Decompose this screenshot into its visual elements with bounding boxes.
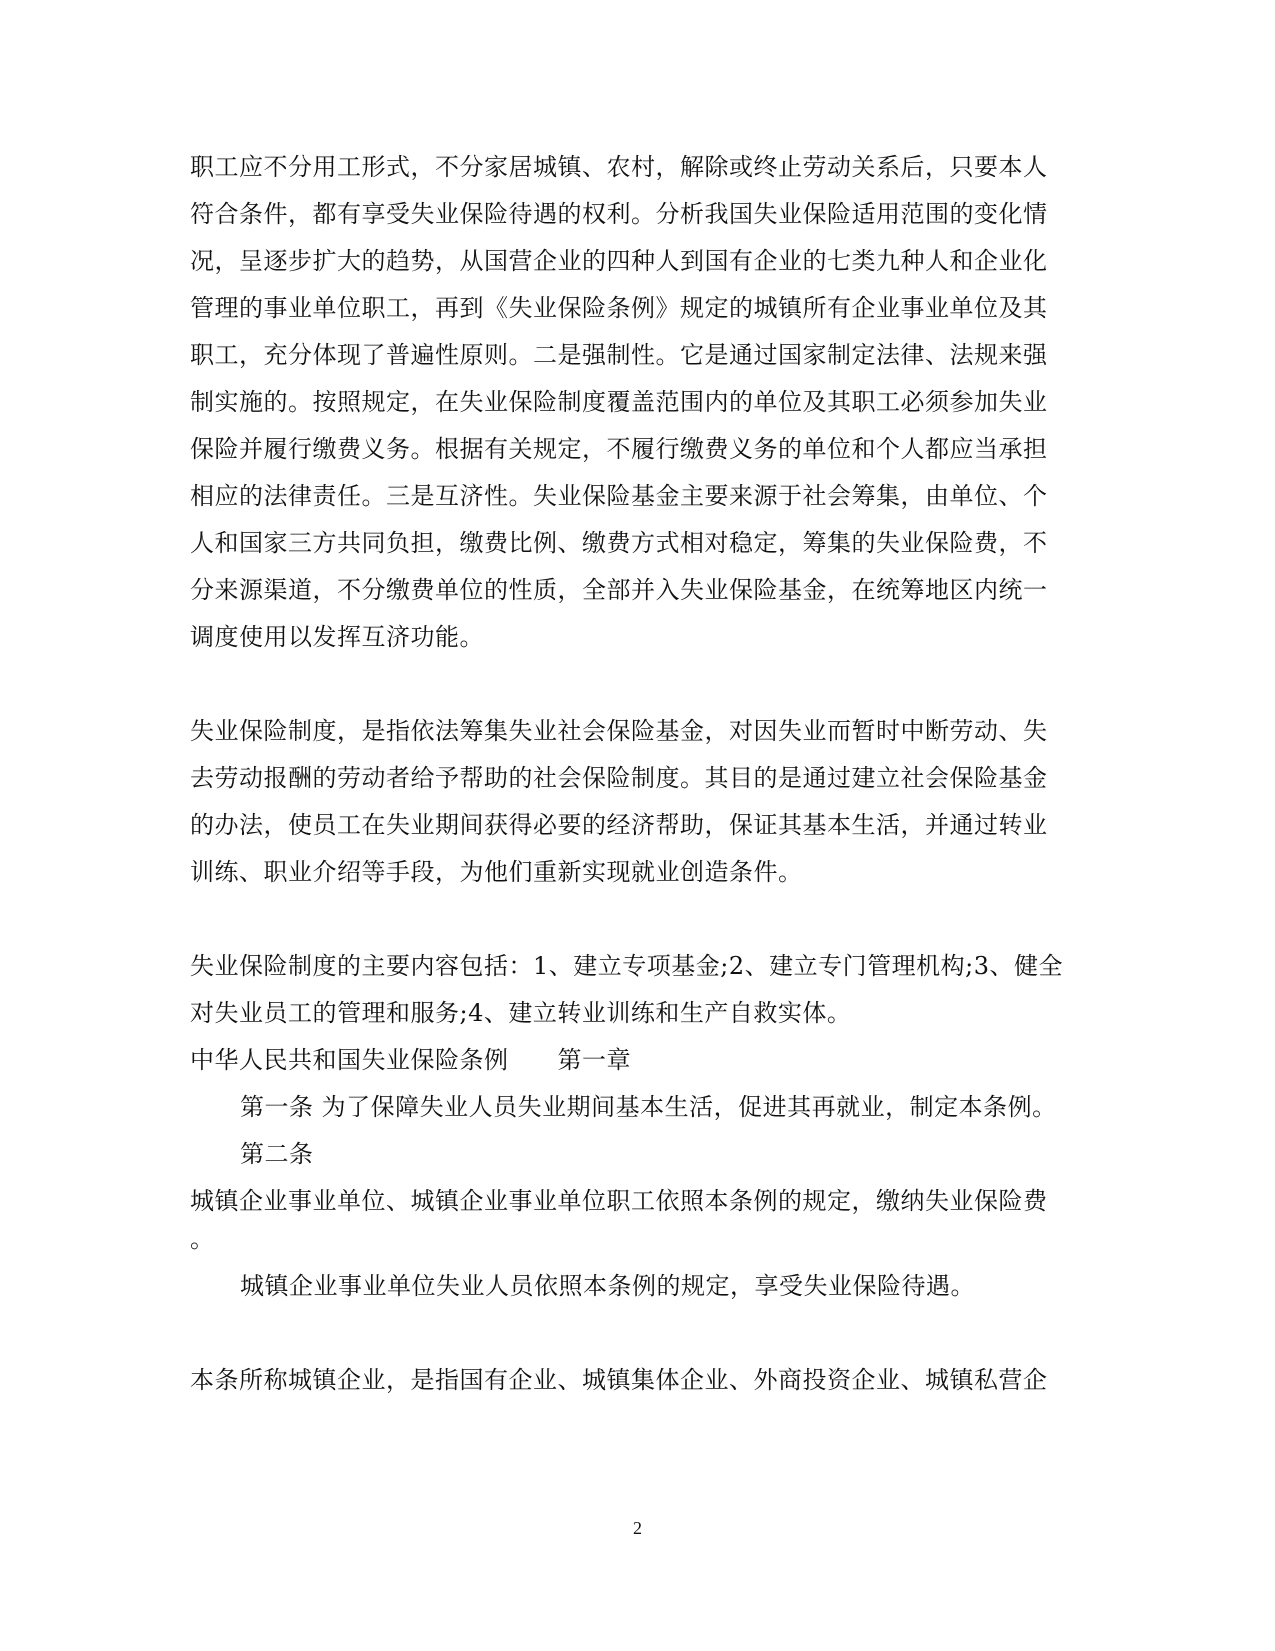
paragraph-line: 符合条件，都有享受失业保险待遇的权利。分析我国失业保险适用范围的变化情: [190, 200, 1048, 228]
paragraph-line: 人和国家三方共同负担，缴费比例、缴费方式相对稳定，筹集的失业保险费，不: [190, 529, 1048, 557]
paragraph-line: 训练、职业介绍等手段，为他们重新实现就业创造条件。: [190, 858, 803, 886]
page-number: 2: [633, 1518, 642, 1538]
paragraph-line: 制实施的。按照规定，在失业保险制度覆盖范围内的单位及其职工必须参加失业: [190, 388, 1048, 416]
paragraph-line: 保险并履行缴费义务。根据有关规定，不履行缴费义务的单位和个人都应当承担: [190, 435, 1048, 463]
paragraph-line: 管理的事业单位职工，再到《失业保险条例》规定的城镇所有企业事业单位及其: [190, 294, 1048, 322]
article-2-text: 城镇企业事业单位、城镇企业事业单位职工依照本条例的规定，缴纳失业保险费: [190, 1187, 1048, 1215]
law-title: 中华人民共和国失业保险条例 第一章: [190, 1046, 631, 1074]
article-1: 第一条 为了保障失业人员失业期间基本生活，促进其再就业，制定本条例。: [240, 1093, 1057, 1121]
paragraph-line: 失业保险制度，是指依法筹集失业社会保险基金，对因失业而暂时中断劳动、失: [190, 717, 1048, 745]
paragraph-line: 对失业员工的管理和服务;4、建立转业训练和生产自救实体。: [190, 999, 852, 1027]
article-2-heading: 第二条: [240, 1140, 314, 1168]
article-2-text: 本条所称城镇企业，是指国有企业、城镇集体企业、外商投资企业、城镇私营企: [190, 1366, 1048, 1394]
article-2-text: 。: [190, 1225, 215, 1253]
paragraph-line: 职工应不分用工形式，不分家居城镇、农村，解除或终止劳动关系后，只要本人: [190, 153, 1048, 181]
paragraph-line: 去劳动报酬的劳动者给予帮助的社会保险制度。其目的是通过建立社会保险基金: [190, 764, 1048, 792]
paragraph-line: 职工，充分体现了普遍性原则。二是强制性。它是通过国家制定法律、法规来强: [190, 341, 1048, 369]
article-2-text: 城镇企业事业单位失业人员依照本条例的规定，享受失业保险待遇。: [240, 1272, 975, 1300]
paragraph-line: 调度使用以发挥互济功能。: [190, 623, 484, 651]
paragraph-line: 相应的法律责任。三是互济性。失业保险基金主要来源于社会筹集，由单位、个: [190, 482, 1048, 510]
paragraph-line: 的办法，使员工在失业期间获得必要的经济帮助，保证其基本生活，并通过转业: [190, 811, 1048, 839]
paragraph-line: 况，呈逐步扩大的趋势，从国营企业的四种人到国有企业的七类九种人和企业化: [190, 247, 1048, 275]
paragraph-line: 分来源渠道，不分缴费单位的性质，全部并入失业保险基金，在统筹地区内统一: [190, 576, 1048, 604]
paragraph-line: 失业保险制度的主要内容包括：1、建立专项基金;2、建立专门管理机构;3、健全: [190, 952, 1063, 980]
